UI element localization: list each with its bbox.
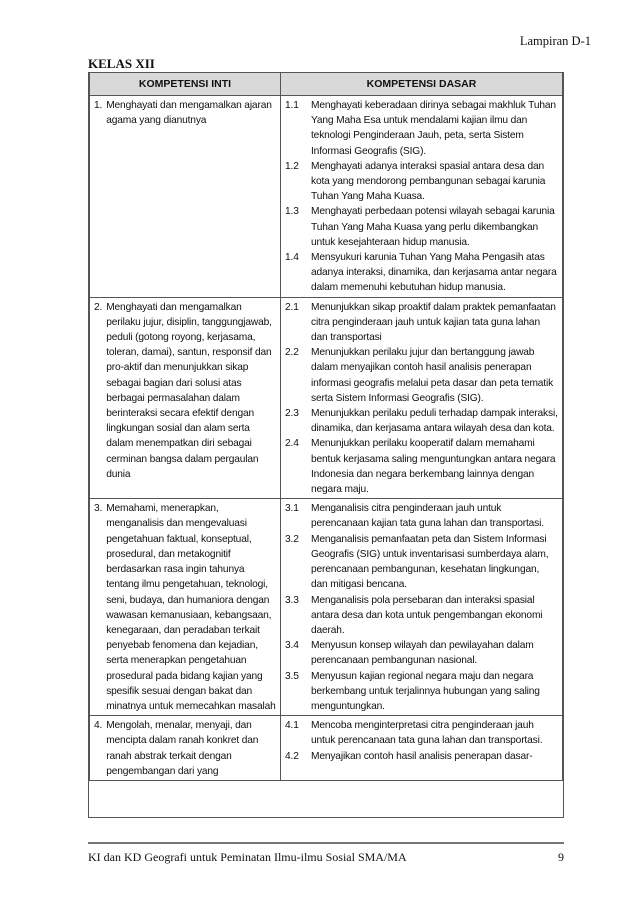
kd-text: Menunjukkan sikap proaktif dalam praktek pemanfaatan citra penginderaan jauh untuk kajian tata guna lahan dan transportasi (311, 301, 556, 344)
ki-text: Mengolah, menalar, menyaji, dan mencipta dalam ranah konkret dan ranah abstrak terkait dengan pengembangan dari yang (106, 720, 259, 777)
kd-number: 3.2 (285, 533, 299, 545)
ki-item (94, 98, 276, 128)
kd-number: 2.2 (285, 347, 299, 359)
ki-item (94, 718, 276, 779)
kd-number: 3.5 (285, 670, 299, 682)
kd-text: Menganalisis pemanfaatan peta dan Sistem Informasi Geografis (SIG) untuk inventarisasi sumberdaya alam, perencanaan pembangunan, kesehatan lingkungan, dan mitigasi bencana. (311, 533, 549, 591)
kd-number: 3.3 (285, 594, 299, 606)
kd-text: Menghayati adanya interaksi spasial antara desa dan kota yang mendorong pembangunan sebagai karunia Tuhan Yang Maha Kuasa. (311, 160, 546, 203)
table-row (90, 96, 563, 298)
kd-number: 3.1 (285, 503, 299, 515)
kd-number: 4.2 (285, 750, 299, 762)
ki-number: 2. (94, 301, 103, 313)
kd-number: 1.4 (285, 252, 299, 264)
kd-item (285, 406, 558, 436)
competency-table-container (88, 72, 564, 818)
attachment-label: Lampiran D-1 (519, 34, 591, 48)
kd-text: Mensyukuri karunia Tuhan Yang Maha Pengasih atas adanya interaksi, dinamika, dan kerjasama antar negara dalam memenuhi kebutuhan hidup manusia. (311, 252, 557, 294)
ki-number: 3. (94, 503, 103, 515)
kd-item (285, 300, 558, 346)
ki-cell (90, 716, 281, 781)
kd-number: 3.4 (285, 640, 299, 652)
page-footer (88, 850, 564, 865)
kd-item (285, 159, 558, 205)
table-header-row (90, 73, 563, 96)
kd-text: Menghayati keberadaan dirinya sebagai makhluk Tuhan Yang Maha Esa untuk mendalami kajian ilmu dan teknologi Penginderaan Jauh, peta, serta Sistem Informasi Geografis (SIG). (311, 100, 556, 157)
competency-table (89, 72, 563, 781)
table-row (90, 297, 563, 499)
section-title: KELAS XII (88, 56, 155, 71)
kd-cell (281, 716, 563, 781)
ki-number: 4. (94, 720, 103, 732)
kd-text: Mencoba menginterpretasi citra penginderaan jauh untuk perencanaan tata guna lahan dan transportasi. (311, 720, 543, 747)
kd-item (285, 204, 558, 250)
kd-text: Menunjukkan perilaku peduli terhadap dampak interaksi, dinamika, dan kerjasama antara wilayah desa dan kota. (311, 408, 558, 435)
kd-item (285, 749, 558, 764)
kd-text: Menganalisis pola persebaran dan interaksi spasial antara desa dan kota untuk pengembangan ekonomi daerah. (311, 594, 543, 636)
footer-text: KI dan KD Geografi untuk Peminatan Ilmu-ilmu Sosial SMA/MA (88, 850, 407, 864)
ki-text: Menghayati dan mengamalkan perilaku jujur, disiplin, tanggungjawab, peduli (gotong royong, kerjasama, toleran, damai), santun, responsif dan pro-aktif dan menunjukkan sikap sebagai bagian dari solusi atas berbagai permasalahan dalam berinteraksi secara efektif dengan lingkungan sosial dan alam serta dalam menempatkan diri sebagai cerminan bangsa dalam pergaulan dunia (106, 301, 272, 480)
table-row (90, 716, 563, 781)
footer-divider (88, 842, 564, 844)
kd-item (285, 718, 558, 748)
kd-number: 2.4 (285, 438, 299, 450)
ki-text: Memahami, menerapkan, menganalisis dan mengevaluasi pengetahuan faktual, konseptual, prosedural, dan metakognitif berdasarkan rasa ingin tahunya tentang ilmu pengetahuan, teknologi, seni, budaya, dan humaniora dengan wawasan kemanusiaan, kebangsaan, kenegaraan, dan peradaban terkait penyebab fenomena dan kejadian, serta menerapkan pengetahuan prosedural pada bidang kajian yang spesifik sesuai dengan bakat dan minatnya untuk memecahkan masalah (106, 503, 276, 712)
ki-cell (90, 96, 281, 298)
kd-item (285, 436, 558, 497)
kd-item (285, 250, 558, 296)
kd-number: 2.3 (285, 408, 299, 420)
kd-text: Menyusun kajian regional negara maju dan negara berkembang untuk terjalinnya hubungan yang saling menguntungkan. (311, 670, 540, 712)
kd-item (285, 532, 558, 593)
page-number: 9 (558, 850, 564, 864)
kd-item (285, 593, 558, 639)
column-header-kd: KOMPETENSI DASAR (281, 73, 563, 96)
kd-number: 1.1 (285, 100, 299, 111)
ki-text: Menghayati dan mengamalkan ajaran agama yang dianutnya (106, 100, 272, 127)
kd-number: 2.1 (285, 301, 299, 313)
column-header-ki: KOMPETENSI INTI (90, 73, 281, 96)
kd-text: Menghayati perbedaan potensi wilayah sebagai karunia Tuhan Yang Maha Kuasa yang perlu dikembangkan untuk kesejahteraan hidup manusia. (311, 206, 555, 248)
kd-item (285, 345, 558, 406)
table-body (90, 96, 563, 781)
kd-text: Menunjukkan perilaku jujur dan bertanggung jawab dalam menyajikan contoh hasil analisis penerapan informasi geografis melalui peta dasar dan peta tematik serta Sistem Informasi Geografis (SIG). (311, 347, 554, 404)
kd-number: 4.1 (285, 720, 299, 732)
ki-cell (90, 499, 281, 716)
kd-cell (281, 499, 563, 716)
kd-text: Menyajikan contoh hasil analisis penerapan dasar- (311, 750, 533, 762)
ki-cell (90, 297, 281, 499)
kd-number: 1.2 (285, 160, 299, 172)
kd-text: Menyusun konsep wilayah dan pewilayahan dalam perencanaan pembangunan nasional. (311, 640, 534, 667)
kd-cell (281, 96, 563, 298)
kd-text: Menunjukkan perilaku kooperatif dalam memahami bentuk kerjasama saling menguntungkan antara negara Indonesia dan negara berkembang lainnya dengan negara maju. (311, 438, 556, 496)
ki-number: 1. (94, 100, 103, 111)
kd-item (285, 98, 558, 159)
kd-item (285, 501, 558, 531)
kd-text: Menganalisis citra penginderaan jauh untuk perencanaan kajian tata guna lahan dan transportasi. (311, 503, 544, 530)
table-row (90, 499, 563, 716)
kd-number: 1.3 (285, 206, 299, 218)
kd-item (285, 669, 558, 715)
ki-item (94, 300, 276, 482)
kd-item (285, 638, 558, 668)
ki-item (94, 501, 276, 714)
kd-cell (281, 297, 563, 499)
